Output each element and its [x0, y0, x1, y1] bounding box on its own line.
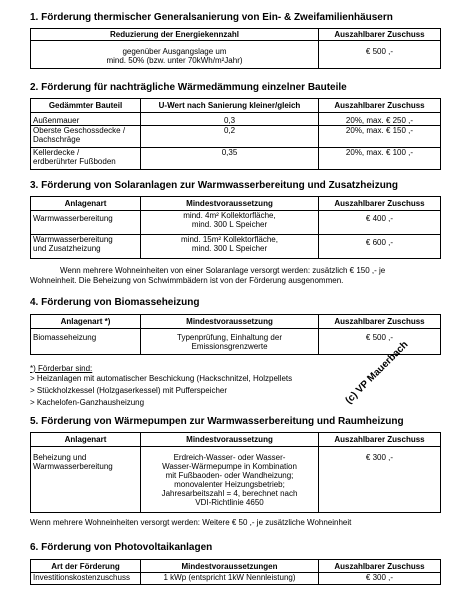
section-4-title: 4. Förderung von Biomasseheizung: [30, 297, 200, 308]
s2-row1-amount: 20%, max. € 250 ,-: [319, 113, 441, 126]
section-3-table: [30, 196, 441, 259]
s5-header-req: Mindestvoraussetzung: [141, 433, 319, 447]
s1-header-reduction: Reduzierung der Energiekennzahl: [31, 29, 319, 41]
section-5-title: 5. Förderung von Wärmepumpen zur Warmwasserbereitung und Raumheizung: [30, 416, 404, 427]
s6-row-req: 1 kWp (entspricht 1kW Nennleistung): [141, 573, 319, 585]
table-row: [31, 447, 441, 513]
s3-note-line2: Wohneinheit. Die Beheizung von Schwimmbädern ist von der Förderung ausgenommen.: [30, 276, 344, 285]
s1-row-line1: gegenüber Ausgangslage um: [122, 47, 227, 56]
s3-note-line1: Wenn mehrere Wohneinheiten von einer Solaranlage versorgt werden: zusätzlich € 150 ,- je: [60, 266, 386, 275]
s4-header-req: Mindestvoraussetzung: [141, 315, 319, 329]
s4-row-type: Biomasseheizung: [31, 329, 141, 355]
s5-header-type: Anlagenart: [31, 433, 141, 447]
table-row: [31, 235, 441, 259]
section-2-table: [30, 98, 441, 170]
s4-header-amount: Auszahlbarer Zuschuss: [319, 315, 441, 329]
s5-req-line3: mit Fußbaoden- oder Wandheizung;: [165, 471, 294, 480]
watermark: (c) VP Mauerbach: [343, 339, 411, 407]
s2-row2-u: 0,2: [141, 126, 319, 148]
s2-row2-part-line2: Dachschräge: [33, 135, 81, 144]
s3-row2-type2: und Zusatzheizung: [33, 244, 101, 253]
s2-header-part: Gedämmter Bauteil: [31, 99, 141, 113]
s2-row3-u: 0,35: [141, 148, 319, 170]
table-row: [31, 113, 441, 126]
s4-row-req2: Emissionsgrenzwerte: [191, 342, 268, 351]
table-row: [31, 211, 441, 235]
section-6-table: [30, 559, 441, 585]
s4-bullet-1: > Heizanlagen mit automatischer Beschickung (Hackschnitzel, Holzpellets: [30, 374, 293, 383]
s3-header-amount: Auszahlbarer Zuschuss: [319, 197, 441, 211]
section-2-title: 2. Förderung für nachträgliche Wärmedämmung einzelner Bauteile: [30, 82, 347, 93]
s5-req-line2: Wasser-Wärmepumpe in Kombination: [162, 462, 297, 471]
s1-header-amount: Auszahlbarer Zuschuss: [319, 29, 441, 41]
s3-row1-amount: € 400 ,-: [319, 211, 441, 235]
s5-row-amount: € 300 ,-: [319, 447, 441, 513]
s2-row1-u: 0,3: [141, 113, 319, 126]
s3-header-type: Anlagenart: [31, 197, 141, 211]
s3-row2-req1: mind. 15m² Kollektorfläche,: [181, 235, 278, 244]
s5-req-line4: monovalenter Heizungsbetrieb;: [174, 480, 285, 489]
table-row: [31, 329, 441, 355]
s4-row-amount: € 500 ,-: [319, 329, 441, 355]
section-3-title: 3. Förderung von Solaranlagen zur Warmwasserbereitung und Zusatzheizung: [30, 180, 399, 191]
s1-row-line2: mind. 50% (bzw. unter 70kWh/m²Jahr): [106, 56, 243, 65]
s5-req-line6: VDI-Richtlinie 4650: [195, 498, 264, 507]
section-4-table: [30, 314, 441, 355]
section-6-title: 6. Förderung von Photovoltaikanlagen: [30, 542, 213, 553]
s3-row2-amount: € 600 ,-: [319, 235, 441, 259]
s6-row-type: Investitionskostenzuschuss: [31, 573, 141, 585]
s5-note: Wenn mehrere Wohneinheiten versorgt werden: Weitere € 50 ,- je zusätzliche Wohneinheit: [30, 518, 352, 527]
section-1-table: [30, 28, 441, 69]
s1-row-amount: € 500 ,-: [319, 41, 441, 69]
s6-header-amount: Auszahlbarer Zuschuss: [319, 560, 441, 573]
table-row: [31, 41, 441, 69]
s2-row3-amount: 20%, max. € 100 ,-: [319, 148, 441, 170]
table-row: [31, 573, 441, 585]
s4-bullet-2: > Stückholzkessel (Holzgaserkessel) mit Pufferspeicher: [30, 386, 228, 395]
s3-row1-req1: mind. 4m² Kollektorfläche,: [183, 211, 276, 220]
table-row: [31, 148, 441, 170]
section-5-table: [30, 432, 441, 513]
s5-row-type1: Beheizung und: [33, 453, 87, 462]
s3-row2-type1: Warmwasserbereitung: [33, 235, 113, 244]
s6-header-type: Art der Förderung: [31, 560, 141, 573]
s4-footnote-title: *) Förderbar sind:: [30, 364, 93, 373]
table-row: [31, 126, 441, 148]
s2-row1-part: Außenmauer: [33, 116, 80, 125]
s4-bullet-3: > Kachelofen-Ganzhausheizung: [30, 398, 145, 407]
section-1-title: 1. Förderung thermischer Generalsanierung von Ein- & Zweifamilienhäusern: [30, 12, 393, 23]
s2-row2-amount: 20%, max. € 150 ,-: [319, 126, 441, 148]
s6-header-req: Mindestvoraussetzungen: [141, 560, 319, 573]
s2-header-uvalue: U-Wert nach Sanierung kleiner/gleich: [141, 99, 319, 113]
s5-header-amount: Auszahlbarer Zuschuss: [319, 433, 441, 447]
s2-row3-part-line1: Kellerdecke /: [33, 148, 80, 157]
s5-req-line1: Erdreich-Wasser- oder Wasser-: [173, 453, 286, 462]
s3-row1-req2: mind. 300 L Speicher: [191, 220, 268, 229]
s6-row-amount: € 300 ,-: [319, 573, 441, 585]
s4-header-type: Anlagenart *): [31, 315, 141, 329]
s5-req-line5: Jahresarbeitszahl = 4, berechnet nach: [161, 489, 298, 498]
s3-row2-req2: mind. 300 L Speicher: [191, 244, 268, 253]
s5-row-type2: Warmwasserbereitung: [33, 462, 113, 471]
s2-row2-part-line1: Oberste Geschossdecke /: [33, 126, 126, 135]
s3-row1-type: Warmwasserbereitung: [33, 214, 113, 223]
s4-row-req1: Typenprüfung, Einhaltung der: [177, 333, 282, 342]
s3-header-req: Mindestvoraussetzung: [141, 197, 319, 211]
s2-row3-part-line2: erdberührter Fußboden: [33, 157, 116, 166]
s2-header-amount: Auszahlbarer Zuschuss: [319, 99, 441, 113]
s3-note: [30, 266, 440, 286]
